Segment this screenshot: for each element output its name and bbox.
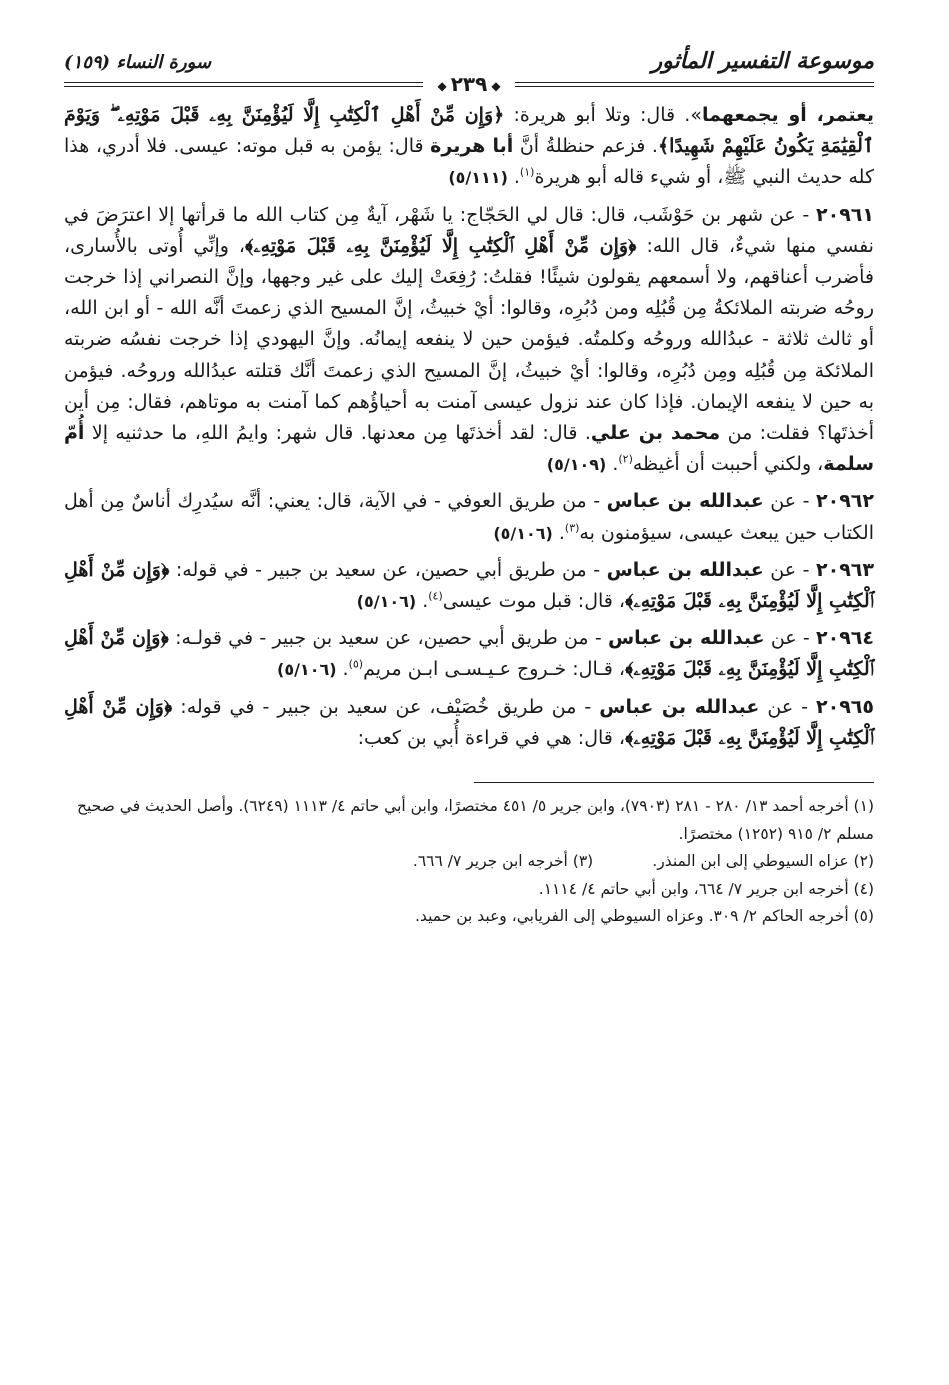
narration-paragraph — [64, 100, 874, 194]
text-run: - من طريق أبي حصين، عن سعيد بن جبير - في قوله: — [169, 558, 607, 581]
footnote: (٢) عزاه السيوطي إلى ابن المنذر. (٣) أخرجه ابن جرير ٧/ ٦٦٦. — [412, 852, 874, 871]
footnote-marker: (١) — [519, 166, 535, 180]
text-run: - عن — [764, 627, 817, 650]
text-run: . — [422, 590, 429, 613]
narration-number: ٢٠٩٦٣ — [816, 558, 874, 581]
narration-number: ٢٠٩٦١ — [816, 203, 874, 226]
text-run: ، قال: هي في قراءة أُبي بن كعب: — [357, 726, 626, 749]
volume-reference: (٥/١٠٦) — [493, 523, 553, 543]
ornament-icon: ◆ — [437, 78, 447, 93]
narration-paragraph — [64, 555, 874, 617]
text-run: ». قال: وتلا أبو هريرة: — [504, 104, 702, 126]
footnote: (٤) أخرجه ابن جرير ٧/ ٦٦٤، وابن أبي حاتم ٤/ ١١١٤. — [538, 879, 874, 898]
narrator-name: عبدالله بن عباس — [606, 490, 764, 513]
volume-reference: (٥/١٠٩) — [546, 455, 607, 475]
narration-number: ٢٠٩٦٥ — [816, 695, 874, 718]
narration-paragraph — [64, 623, 874, 685]
text-run: . فزعم حنظلةُ أنَّ — [513, 135, 658, 158]
narration-paragraph — [64, 200, 874, 481]
text-run: ، قال: قبل موت عيسى — [442, 590, 626, 613]
text-run: . قال: لقد أخذتَها مِن معدنها. قال شهر: وايمُ اللهِ، ما حدثنيه إلا — [84, 422, 591, 445]
text-run: - عن — [763, 558, 817, 581]
narrator-name: أبا هريرة — [430, 135, 514, 158]
text-run: - عن — [759, 695, 817, 718]
narrator-name: يعتمر، أو يجمعهما — [701, 104, 874, 126]
volume-reference: (٥/١١١) — [448, 168, 508, 188]
quran-verse: ﴿وَإِن مِّنْ أَهْلِ ٱلْكِتَٰبِ إِلَّا لَيُؤْمِنَنَّ بِهِۦ قَبْلَ مَوْتِهِۦ﴾ — [64, 695, 874, 749]
footnote-divider — [474, 782, 874, 783]
text-run: . — [513, 166, 520, 189]
text-run: - عن — [763, 490, 817, 513]
footnote-marker: (٥) — [348, 658, 364, 672]
text-run: ، ولكني أحببت أن أغيظه — [632, 453, 824, 476]
text-run: - عن شهر بن حَوْشَب، قال: قال لي الحَجّاج: يا شَهْر، آيةٌ مِن كتاب الله ما قرأتها إلا اعترَضَ في نفسي منها شيءٌ، قال الله: — [64, 203, 874, 257]
book-title: موسوعة التفسير المأثور — [651, 48, 874, 74]
text-run: - من طريق خُصَيْف، عن سعيد بن جبير - في قوله: — [172, 695, 600, 718]
narration-number: ٢٠٩٦٢ — [816, 490, 874, 513]
narration-paragraph — [64, 692, 874, 754]
page-number: ٢٣٩ — [450, 72, 488, 96]
narration-number: ٢٠٩٦٤ — [816, 627, 874, 650]
narrator-name: عبدالله بن عباس — [606, 558, 764, 581]
footnote-marker: (٢) — [618, 452, 633, 466]
page-header — [64, 44, 874, 94]
narrator-name: عبدالله بن عباس — [599, 695, 760, 718]
surah-label: سورة النساء (١٥٩) — [64, 52, 212, 73]
footnote-marker: (٤) — [428, 589, 443, 603]
footnote-marker: (٣) — [564, 521, 580, 535]
footnote: (٥) أخرجه الحاكم ٢/ ٣٠٩. وعزاه السيوطي إلى الفريابي، وعبد بن حميد. — [415, 907, 874, 926]
footnotes — [64, 793, 874, 931]
main-text — [64, 100, 874, 754]
quran-verse: ﴿وَإِن مِّنْ أَهْلِ ٱلْكِتَٰبِ إِلَّا لَيُؤْمِنَنَّ بِهِۦ قَبْلَ مَوْتِهِۦ﴾ — [64, 627, 874, 681]
text-run: . — [342, 658, 349, 681]
volume-reference: (٥/١٠٦) — [356, 592, 417, 612]
text-run: . — [558, 521, 565, 544]
quran-verse: ﴿وَإِن مِّنْ أَهْلِ ٱلْكِتَٰبِ إِلَّا لَيُؤْمِنَنَّ بِهِۦ قَبْلَ مَوْتِهِۦ﴾ — [245, 234, 637, 257]
narrator-name: أُمّ سلمة — [64, 422, 874, 476]
quran-verse: ﴿وَإِن مِّنْ أَهْلِ ٱلْكِتَٰبِ إِلَّا لَيُؤْمِنَنَّ بِهِۦ قَبْلَ مَوْتِهِۦ﴾ — [64, 558, 874, 613]
volume-reference: (٥/١٠٦) — [277, 660, 337, 680]
text-run: قال: يؤمن به قبل موته: عيسى. فلا أدري، هذا كله حديث النبي ﷺ، أو شيء قاله أبو هريرة — [64, 135, 874, 189]
ornament-icon: ◆ — [491, 78, 501, 93]
text-run: - من طريق العوفي - في الآية، قال: يعني: أنَّه سيُدرِك أناسٌ مِن أهل الكتاب حين يبعث عيسى، سيؤمنون به — [64, 490, 874, 544]
text-run: ، وإنِّي أُوتى بالأُسارى، فأضرب أعناقهم، ولا أسمعهم يقولون شيئًا! فقلتُ: رُفِعَتْ إليك على غير وجهها، وإنَّ النصراني إذا خرجت روحُه ضربته الملائكةُ مِن قُبُلِه ومن دُبُرِه، وقالوا: أيْ خبيثُ، إنَّ المسيح الذي زعمتَ أنَّه الله - أو ابن الله، أو ثالث ثلاثة - عبدُالله وروحُه وكلمتُه. فيؤمن حين لا ينفعه إيمانُه. وإنَّ اليهودي إذا خرجت نفسُه ضربته الملائكة مِن قُبُلِه ومِن دُبُرِه، وقالوا: أيْ خبيثُ، إنَّ المسيح الذي زعمتَ أنَّك قتلته عبدُالله وروحُه. فيؤمن به حين لا ينفعه الإيمان. فإذا كان عند نزول عيسى آمنت به أحياؤُهم كما آمنت به موتاهم، فقال: مِن أين أخذتَها؟ فقلت: من — [64, 234, 875, 445]
quran-verse: ﴿وَإِن مِّنْ أَهْلِ ٱلْكِتَٰبِ إِلَّا لَيُؤْمِنَنَّ بِهِۦ قَبْلَ مَوْتِهِۦ ۖ وَيَوْمَ ٱلْقِيَٰمَةِ يَكُونُ عَلَيْهِمْ شَهِيدًا﴾ — [64, 104, 874, 158]
text-run: - من طريق أبي حصين، عن سعيد بن جبير - في قولـه: — [168, 627, 608, 650]
document-page — [64, 44, 874, 931]
page-number-box — [423, 72, 514, 96]
text-run: ، قـال: خـروج عـيـسـى ابـن مريم — [363, 658, 626, 681]
narrator-name: محمد بن علي — [590, 422, 721, 445]
narrator-name: عبدالله بن عباس — [607, 627, 765, 650]
text-run: . — [612, 453, 619, 476]
narration-paragraph — [64, 486, 874, 548]
footnote: (١) أخرجه أحمد ١٣/ ٢٨٠ - ٢٨١ (٧٩٠٣)، وابن جرير ٥/ ٤٥١ مختصرًا، وابن أبي حاتم ٤/ ١١١٣ (٦٢٤٩). وأصل الحديث في صحيح مسلم ٢/ ٩١٥ (١٢٥٢) مختصرًا. — [72, 797, 874, 843]
